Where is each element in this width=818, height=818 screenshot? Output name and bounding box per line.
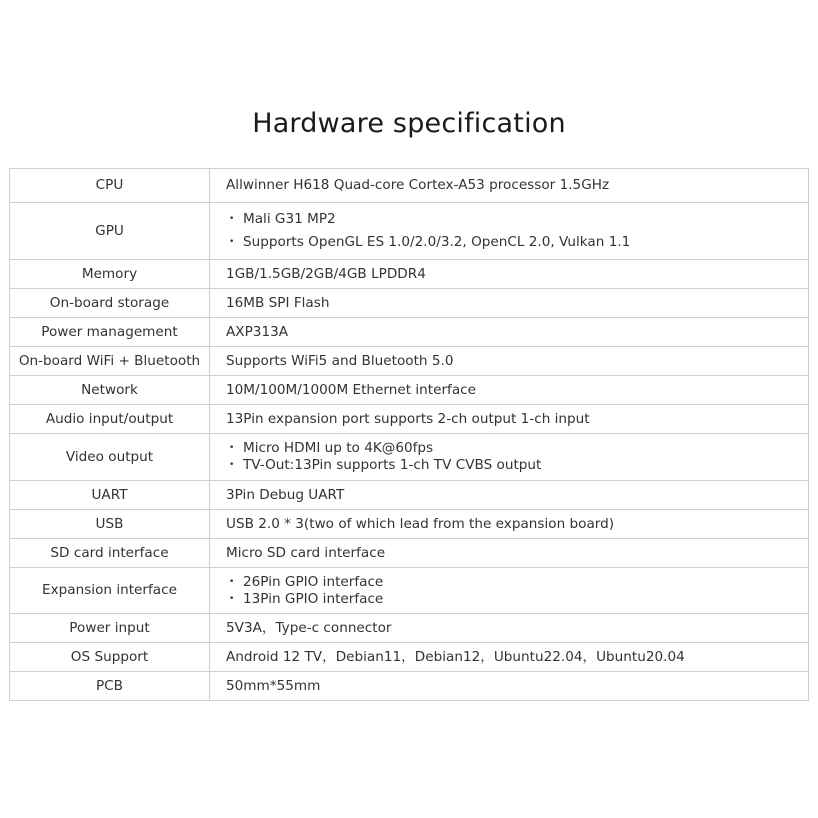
table-row: [10, 347, 809, 376]
spec-table: [9, 168, 809, 701]
table-row: [10, 614, 809, 643]
row-value: 1GB/1.5GB/2GB/4GB LPDDR4: [210, 260, 809, 289]
row-label: Power management: [10, 318, 210, 347]
row-value: AXP313A: [210, 318, 809, 347]
row-label: On-board storage: [10, 289, 210, 318]
row-value: Supports WiFi5 and Bluetooth 5.0: [210, 347, 809, 376]
row-value: USB 2.0 * 3(two of which lead from the expansion board): [210, 510, 809, 539]
row-value: 3Pin Debug UART: [210, 481, 809, 510]
row-label: CPU: [10, 169, 210, 203]
list-item: • 13Pin GPIO interface: [226, 591, 808, 608]
table-row: [10, 510, 809, 539]
table-row: [10, 260, 809, 289]
row-label: USB: [10, 510, 210, 539]
table-row: [10, 434, 809, 481]
row-label: Audio input/output: [10, 405, 210, 434]
row-label: OS Support: [10, 643, 210, 672]
table-row: [10, 289, 809, 318]
row-label: Network: [10, 376, 210, 405]
row-label: Expansion interface: [10, 568, 210, 614]
row-label: On-board WiFi + Bluetooth: [10, 347, 210, 376]
table-row: [10, 405, 809, 434]
row-value: 16MB SPI Flash: [210, 289, 809, 318]
row-value: [210, 568, 809, 614]
table-row: [10, 568, 809, 614]
row-value: 13Pin expansion port supports 2-ch output 1-ch input: [210, 405, 809, 434]
list-item: • 26Pin GPIO interface: [226, 574, 808, 591]
row-value: [210, 203, 809, 260]
row-value: Android 12 TV，Debian11，Debian12，Ubuntu22.04，Ubuntu20.04: [210, 643, 809, 672]
row-label: PCB: [10, 672, 210, 701]
row-label: Memory: [10, 260, 210, 289]
row-value: 5V3A，Type-c connector: [210, 614, 809, 643]
table-row: [10, 539, 809, 568]
list-item: • Micro HDMI up to 4K@60fps: [226, 440, 808, 457]
table-row: [10, 376, 809, 405]
row-value: [210, 434, 809, 481]
table-row: [10, 203, 809, 260]
list-item: • Supports OpenGL ES 1.0/2.0/3.2, OpenCL 2.0, Vulkan 1.1: [226, 234, 808, 251]
table-row: [10, 672, 809, 701]
row-value: Micro SD card interface: [210, 539, 809, 568]
list-item: • Mali G31 MP2: [226, 211, 808, 228]
row-value: Allwinner H618 Quad-core Cortex-A53 processor 1.5GHz: [210, 169, 809, 203]
row-value: 50mm*55mm: [210, 672, 809, 701]
bullet-list: [226, 211, 808, 251]
row-label: GPU: [10, 203, 210, 260]
page-title: Hardware specification: [252, 108, 566, 139]
table-row: [10, 318, 809, 347]
row-label: SD card interface: [10, 539, 210, 568]
bullet-list: [226, 440, 808, 474]
row-label: UART: [10, 481, 210, 510]
table-row: [10, 481, 809, 510]
list-item: • TV-Out:13Pin supports 1-ch TV CVBS output: [226, 457, 808, 474]
table-row: [10, 169, 809, 203]
row-label: Video output: [10, 434, 210, 481]
row-value: 10M/100M/1000M Ethernet interface: [210, 376, 809, 405]
bullet-list: [226, 574, 808, 608]
table-row: [10, 643, 809, 672]
row-label: Power input: [10, 614, 210, 643]
